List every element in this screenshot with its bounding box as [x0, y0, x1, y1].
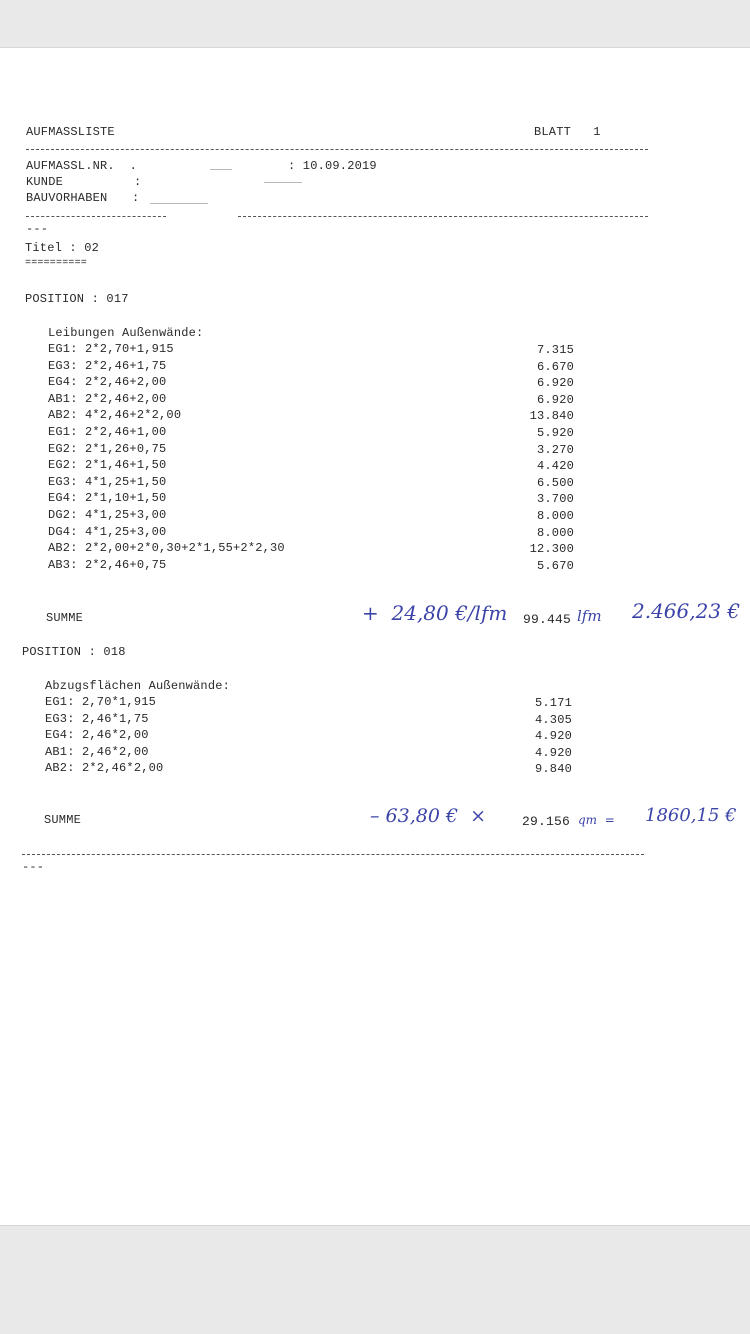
aufmass-date: : 10.09.2019: [288, 159, 377, 173]
document-page: [0, 47, 750, 1226]
header-rule: [26, 149, 648, 150]
measurement-value: 5.920: [536, 426, 574, 440]
measurement-value: 6.500: [536, 476, 574, 490]
kunde-colon: :: [134, 175, 142, 189]
position-018-sum-label: SUMME: [44, 813, 82, 827]
measurement-value: 6.920: [536, 376, 574, 390]
handwritten-unit: qm =: [578, 813, 615, 827]
measurement-formula: AB2: 2*2,00+2*0,30+2*1,55+2*2,30: [48, 541, 285, 555]
measurement-value: 4.920: [534, 729, 572, 743]
measurement-formula: EG3: 2,46*1,75: [45, 712, 149, 726]
measurement-value: 4.920: [534, 746, 572, 760]
position-017-sum-value: 99.445: [523, 612, 572, 627]
handwritten-unit: lfm: [577, 607, 602, 625]
measurement-value: 9.840: [534, 762, 572, 776]
redacted-mark: [264, 182, 302, 183]
measurement-formula: EG3: 4*1,25+1,50: [48, 475, 167, 489]
document-title: AUFMASSLISTE: [26, 125, 115, 139]
measurement-value: 6.920: [536, 393, 574, 407]
measurement-value: 8.000: [536, 509, 574, 523]
footer-rule-tail: ---: [22, 860, 45, 874]
measurement-value: 3.700: [536, 492, 574, 506]
sheet-number: BLATT 1: [534, 125, 601, 139]
measurement-formula: AB1: 2,46*2,00: [45, 745, 149, 759]
aufmass-number-label: AUFMASSL.NR. .: [26, 159, 145, 173]
measurement-value: 8.000: [536, 526, 574, 540]
position-017-subtitle: Leibungen Außenwände:: [48, 326, 204, 340]
measurement-value: 4.305: [534, 713, 572, 727]
measurement-formula: EG1: 2*2,70+1,915: [48, 342, 174, 356]
measurement-value: 3.270: [536, 443, 574, 457]
measurement-formula: EG4: 2*1,10+1,50: [48, 491, 167, 505]
redacted-mark: [150, 203, 208, 204]
bauvorhaben-label: BAUVORHABEN: [26, 191, 108, 205]
measurement-formula: AB2: 4*2,46+2*2,00: [48, 408, 182, 422]
rule-right: [238, 216, 648, 217]
measurement-formula: AB1: 2*2,46+2,00: [48, 392, 167, 406]
titel-line: Titel : 02: [25, 241, 100, 255]
measurement-value: 5.670: [536, 559, 574, 573]
measurement-value: 4.420: [536, 459, 574, 473]
measurement-value: 5.171: [534, 696, 572, 710]
measurement-formula: EG1: 2,70*1,915: [45, 695, 157, 709]
measurement-formula: AB2: 2*2,46*2,00: [45, 761, 164, 775]
handwritten-total: 1860,15 €: [645, 805, 737, 826]
position-018-heading: POSITION : 018: [22, 645, 126, 659]
measurement-value: 13.840: [529, 409, 574, 423]
measurement-formula: EG3: 2*2,46+1,75: [48, 359, 167, 373]
position-018-subtitle: Abzugsflächen Außenwände:: [45, 679, 231, 693]
position-017-sum-label: SUMME: [46, 611, 84, 625]
measurement-formula: EG4: 2*2,46+2,00: [48, 375, 167, 389]
measurement-formula: EG1: 2*2,46+1,00: [48, 425, 167, 439]
handwritten-unit-price: + 24,80 €/lfm: [362, 601, 508, 625]
handwritten-unit-price: – 63,80 € ×: [370, 805, 487, 827]
position-017-heading: POSITION : 017: [25, 292, 129, 306]
footer-rule: [22, 854, 644, 855]
titel-underline: ==========: [25, 258, 88, 269]
measurement-formula: DG4: 4*1,25+3,00: [48, 525, 167, 539]
bauvorhaben-colon: :: [132, 191, 140, 205]
rule-tail: ---: [26, 222, 49, 236]
position-018-sum-value: 29.156: [522, 814, 571, 829]
measurement-formula: EG2: 2*1,26+0,75: [48, 442, 167, 456]
measurement-value: 12.300: [529, 542, 574, 556]
measurement-value: 6.670: [536, 360, 574, 374]
handwritten-total: 2.466,23 €: [632, 599, 741, 623]
kunde-label: KUNDE: [26, 175, 64, 189]
rule-left: [26, 216, 166, 217]
measurement-formula: AB3: 2*2,46+0,75: [48, 558, 167, 572]
measurement-formula: EG2: 2*1,46+1,50: [48, 458, 167, 472]
measurement-formula: DG2: 4*1,25+3,00: [48, 508, 167, 522]
measurement-formula: EG4: 2,46*2,00: [45, 728, 149, 742]
measurement-value: 7.315: [536, 343, 574, 357]
redacted-mark: [210, 169, 232, 170]
